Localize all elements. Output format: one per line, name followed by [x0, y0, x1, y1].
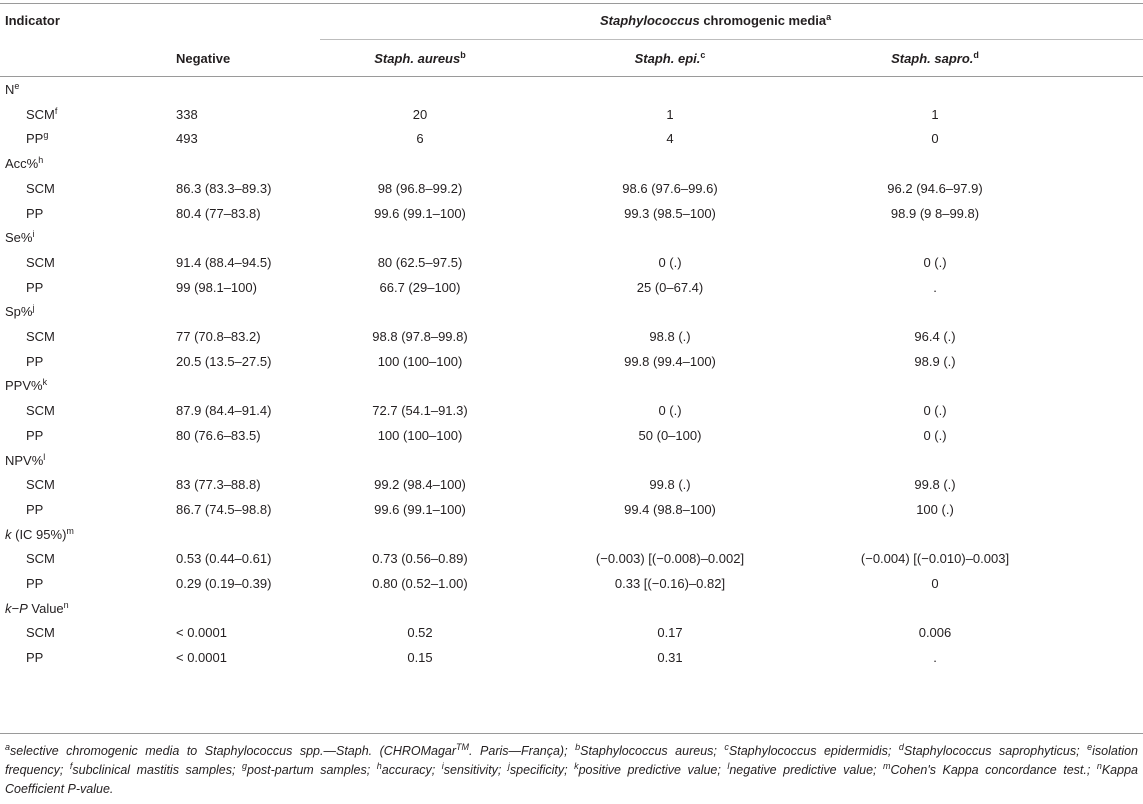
row-label-text: PP	[26, 650, 44, 666]
cell-negative: 87.9 (84.4–91.4)	[176, 403, 272, 419]
footnote-sup: j	[507, 761, 510, 771]
section-label-text: Se%	[5, 230, 33, 246]
header-aureus-sup: b	[460, 50, 466, 60]
cell-aureus: 99.2 (98.4–100)	[374, 477, 466, 493]
footnote-text: Kappa Coefficient P-value.	[5, 763, 1138, 796]
cell-epi: 0.33 [(−0.16)–0.82]	[614, 576, 726, 591]
row-label	[26, 354, 43, 370]
row-label	[26, 107, 57, 123]
cell-sapro: 0	[931, 131, 939, 147]
row-label-text: SCM	[26, 254, 55, 270]
footnote-sup: m	[883, 761, 891, 771]
cell-sapro: 98.9 (.)	[914, 353, 956, 369]
header-epi-label: Staph. epi.	[634, 51, 701, 66]
header-group-genus: Staphylococcus	[600, 13, 700, 28]
section-label-sup: k	[42, 377, 48, 388]
cell-aureus: 100 (100–100)	[377, 427, 463, 443]
cell-negative: 86.7 (74.5–98.8)	[176, 501, 272, 517]
header-group-title	[600, 13, 831, 29]
footnote-sup: i	[441, 761, 444, 771]
cell-sapro: 96.2 (94.6–97.9)	[887, 180, 983, 196]
row-label	[26, 255, 55, 271]
cell-aureus: 0.52	[407, 625, 433, 641]
row-label	[26, 477, 55, 493]
row-label-text: PP	[26, 427, 44, 443]
section-label-text: Acc%	[5, 156, 39, 172]
cell-negative: 0.29 (0.19–0.39)	[176, 576, 272, 591]
footnote-text: Staphylococcus epidermidis;	[728, 744, 899, 758]
row-label-text: SCM	[26, 477, 55, 493]
cell-aureus: 99.6 (99.1–100)	[374, 205, 466, 221]
footnote-sup: k	[574, 761, 579, 771]
header-sapro-sup: d	[973, 50, 979, 60]
footnote-text: selective chromogenic media to Staphylococcus spp.—Staph. (CHROMagar	[10, 744, 457, 758]
footnote-text: . Paris—França);	[469, 744, 576, 758]
cell-negative: 80 (76.6–83.5)	[176, 427, 261, 443]
cell-sapro: 0.006	[918, 625, 952, 641]
cell-negative: 99 (98.1–100)	[176, 279, 257, 295]
cell-negative: 91.4 (88.4–94.5)	[176, 254, 272, 270]
footnote-text: isolation frequency;	[5, 744, 1139, 777]
cell-aureus: 98 (96.8–99.2)	[377, 180, 463, 196]
cell-epi: 98.8 (.)	[649, 329, 691, 344]
table-footnote	[5, 742, 1138, 799]
section-label	[5, 601, 69, 617]
cell-sapro: .	[933, 650, 937, 666]
cell-sapro: 1	[931, 106, 939, 122]
cell-sapro: 98.9 (9 8–99.8)	[890, 205, 980, 221]
cell-aureus: 6	[416, 131, 424, 147]
row-label-text: SCM	[26, 551, 55, 567]
section-label-text: PPV%	[5, 378, 43, 394]
header-sapro	[835, 51, 1035, 67]
cell-epi: 99.4 (98.8–100)	[624, 501, 716, 517]
row-label-sup: f	[54, 105, 58, 116]
row-label-text: SCM	[26, 329, 55, 344]
cell-aureus: 20	[412, 106, 428, 122]
cell-sapro: 0 (.)	[923, 254, 947, 270]
row-label-text: PP	[26, 501, 44, 517]
footnote-sup: f	[69, 761, 73, 771]
footnote-sup: h	[376, 761, 382, 771]
footnote-text: Staphylococcus aureus;	[580, 744, 725, 758]
row-label-sup: g	[43, 130, 49, 141]
section-label	[5, 230, 34, 246]
cell-sapro: 100 (.)	[916, 501, 954, 517]
row-label-text: PP	[26, 131, 44, 147]
section-label-sup: j	[32, 303, 35, 314]
bottom-rule	[0, 733, 1143, 734]
cell-sapro: .	[933, 279, 937, 295]
cell-epi: 0.17	[657, 625, 683, 641]
header-rule	[0, 76, 1143, 77]
section-label-sup: l	[43, 451, 46, 462]
header-epi	[570, 51, 770, 67]
cell-negative: 493	[176, 131, 198, 147]
header-sapro-label: Staph. sapro.	[891, 51, 974, 66]
section-label	[5, 82, 19, 98]
header-epi-sup: c	[700, 50, 706, 60]
cell-epi: 99.8 (99.4–100)	[624, 353, 716, 369]
row-label-text: SCM	[26, 625, 55, 641]
cell-aureus: 100 (100–100)	[377, 353, 463, 369]
cell-sapro: 96.4 (.)	[914, 329, 956, 344]
cell-aureus: 99.6 (99.1–100)	[374, 501, 466, 517]
cell-negative: 20.5 (13.5–27.5)	[176, 353, 272, 369]
cell-negative: < 0.0001	[176, 650, 227, 666]
cell-sapro: (−0.004) [(−0.010)–0.003]	[860, 551, 1010, 567]
row-label	[26, 280, 43, 296]
group-rule	[320, 39, 1143, 40]
footnote-sup: a	[5, 742, 11, 752]
section-label	[5, 453, 45, 469]
cell-epi: 99.8 (.)	[649, 477, 691, 493]
footnote-text: negative predictive value;	[729, 763, 883, 777]
row-label	[26, 181, 55, 197]
footnote-text: positive predictive value;	[578, 763, 728, 777]
section-label-text: NPV%	[5, 452, 44, 468]
cell-epi: 98.6 (97.6–99.6)	[622, 180, 718, 196]
section-label-sup: m	[66, 525, 74, 536]
section-label-italic: k	[5, 526, 12, 542]
cell-sapro: 99.8 (.)	[914, 477, 956, 493]
section-label	[5, 378, 47, 394]
section-label	[5, 304, 34, 320]
header-aureus	[320, 51, 520, 67]
section-label-sup: e	[14, 81, 20, 91]
row-label-text: PP	[26, 576, 44, 591]
row-label-text: PP	[26, 205, 44, 221]
row-label	[26, 551, 55, 567]
cell-epi: 25 (0–67.4)	[636, 279, 704, 295]
cell-negative: 83 (77.3–88.8)	[176, 477, 261, 493]
cell-negative: 77 (70.8–83.2)	[176, 329, 261, 344]
footnote-sup: d	[898, 742, 904, 752]
cell-negative: 0.53 (0.44–0.61)	[176, 551, 272, 567]
header-group-sup: a	[826, 12, 832, 22]
section-label-text: Sp%	[5, 304, 33, 320]
section-label-italic: k−P	[5, 600, 28, 616]
section-label	[5, 156, 43, 172]
footnote-sup: b	[575, 742, 581, 752]
cell-epi: 50 (0–100)	[638, 427, 702, 443]
section-label-sup: i	[32, 229, 35, 240]
footnote-text: accuracy;	[381, 763, 442, 777]
top-rule	[0, 3, 1143, 4]
header-negative: Negative	[176, 51, 231, 66]
footnote-sup: l	[727, 761, 730, 771]
cell-aureus: 98.8 (97.8–99.8)	[372, 329, 468, 344]
row-label	[26, 576, 43, 592]
cell-negative: 86.3 (83.3–89.3)	[176, 180, 272, 196]
cell-sapro: 0 (.)	[923, 403, 947, 419]
cell-epi: 99.3 (98.5–100)	[624, 205, 716, 221]
cell-epi: 1	[666, 106, 674, 122]
cell-aureus: 0.80 (0.52–1.00)	[372, 576, 468, 591]
cell-negative: < 0.0001	[176, 625, 227, 641]
cell-aureus: 80 (62.5–97.5)	[377, 254, 463, 270]
cell-epi: 0 (.)	[658, 254, 682, 270]
row-label-text: PP	[26, 353, 44, 369]
cell-epi: 0.31	[657, 650, 683, 666]
footnote-sup: TM	[456, 742, 470, 752]
section-label-sup: h	[38, 155, 44, 166]
footnote-text: sensitivity;	[443, 763, 508, 777]
footnote-text: Cohen's Kappa concordance test.;	[890, 763, 1097, 777]
row-label	[26, 502, 43, 518]
row-label	[26, 329, 55, 345]
row-label-text: SCM	[26, 180, 55, 196]
cell-sapro: 0 (.)	[923, 427, 947, 443]
cell-aureus: 72.7 (54.1–91.3)	[372, 403, 468, 419]
row-label	[26, 206, 43, 222]
header-group-rest: chromogenic media	[699, 13, 827, 28]
cell-aureus: 0.15	[407, 650, 433, 666]
footnote-sup: g	[241, 761, 247, 771]
section-label-sup: n	[63, 599, 69, 610]
footnote-text: post-partum samples;	[247, 763, 377, 777]
row-label	[26, 428, 43, 444]
row-label	[26, 403, 55, 419]
header-aureus-label: Staph. aureus	[374, 51, 461, 66]
cell-epi: 4	[666, 131, 674, 147]
cell-aureus: 66.7 (29–100)	[379, 279, 461, 295]
cell-sapro: 0	[931, 576, 939, 591]
footnote-text: Staphylococcus saprophyticus;	[903, 744, 1088, 758]
section-label-text: (IC 95%)	[11, 526, 67, 542]
row-label	[26, 131, 48, 147]
row-label	[26, 625, 55, 641]
footnote-text: specificity;	[509, 763, 575, 777]
row-label-text: SCM	[26, 403, 55, 419]
footnote-sup: e	[1087, 742, 1093, 752]
footnote-text: subclinical mastitis samples;	[72, 763, 242, 777]
row-label-text: SCM	[26, 106, 55, 122]
cell-epi: 0 (.)	[658, 403, 682, 419]
section-label-text: N	[5, 82, 15, 97]
cell-negative: 80.4 (77–83.8)	[176, 205, 261, 221]
cell-aureus: 0.73 (0.56–0.89)	[372, 551, 468, 567]
cell-negative: 338	[176, 106, 198, 122]
footnote-sup: c	[724, 742, 729, 752]
row-label-text: PP	[26, 279, 44, 295]
header-indicator: Indicator	[5, 13, 60, 28]
cell-epi: (−0.003) [(−0.008)–0.002]	[595, 551, 745, 567]
section-label-text: Value	[27, 600, 64, 616]
row-label	[26, 650, 43, 666]
section-label	[5, 527, 74, 543]
footnote-sup: n	[1096, 761, 1102, 771]
